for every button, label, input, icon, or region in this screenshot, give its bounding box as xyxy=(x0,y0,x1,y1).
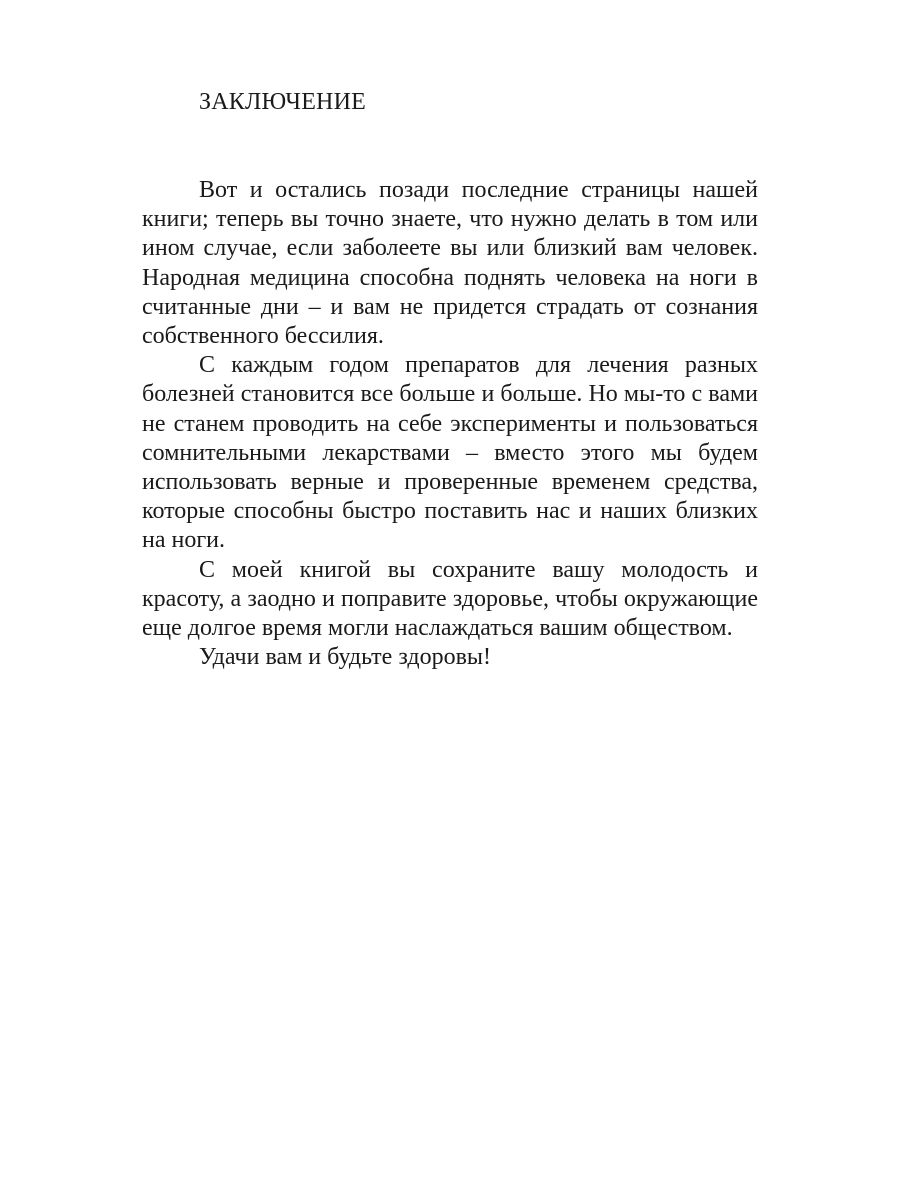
paragraph: Вот и остались позади последние страницы нашей книги; теперь вы точно знаете, что нужно делать в том или ином случае, если заболеете вы или близкий вам человек. Народная медицина способна поднять человека на ноги в считанные дни – и вам не придется страдать от сознания собственного бессилия. xyxy=(142,177,758,350)
paragraph: С каждым годом препаратов для лечения разных болезней становится все больше и больше. Но мы-то с вами не станем проводить на себе эксперименты и пользоваться сомнительными лекарствами – вместо этого мы будем использовать верные и проверенные временем средства, которые способны быстро поставить нас и наших близких на ноги. xyxy=(142,352,758,554)
chapter-heading: ЗАКЛЮЧЕНИЕ xyxy=(199,89,366,115)
paragraph: Удачи вам и будьте здоровы! xyxy=(199,644,492,671)
body-text xyxy=(142,176,758,672)
paragraph: С моей книгой вы сохраните вашу молодость и красоту, а заодно и поправите здоровье, чтобы окружающие еще долгое время могли наслаждаться вашим обществом. xyxy=(142,556,758,642)
text-column xyxy=(142,86,758,672)
